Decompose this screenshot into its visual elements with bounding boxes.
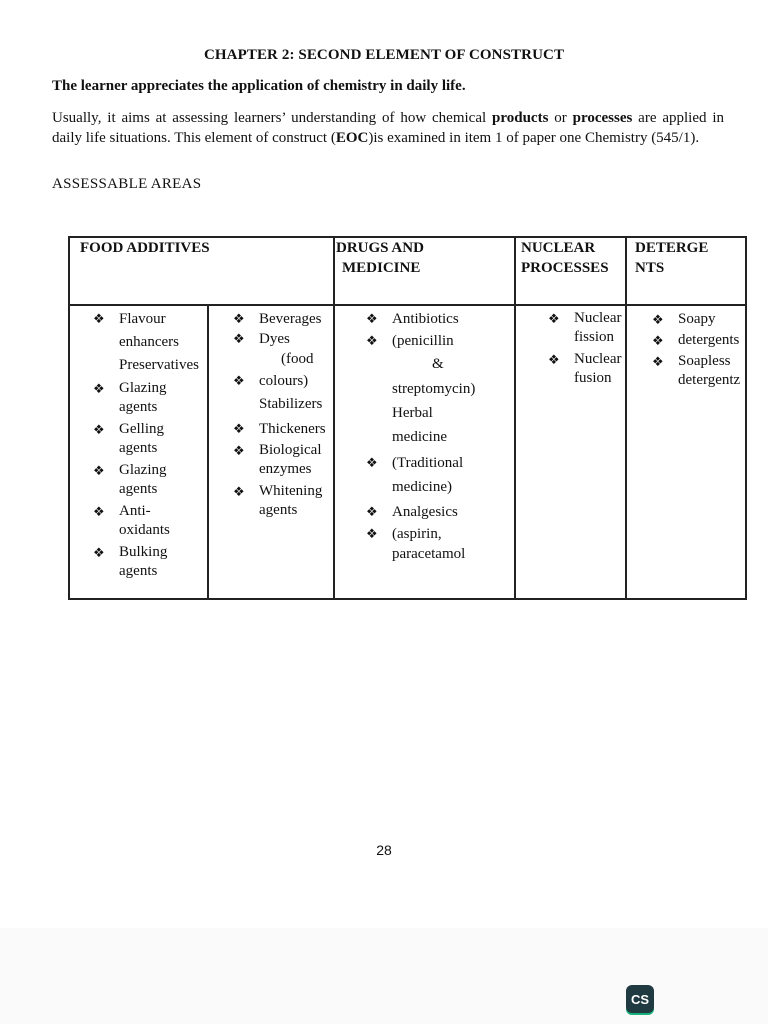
item-text: agents: [259, 502, 298, 518]
item-text: streptomycin): [392, 381, 476, 397]
header-text: NTS: [635, 260, 665, 276]
item-text: (food: [281, 351, 314, 367]
item-text: agents: [119, 481, 158, 497]
bullet-icon: ❖: [93, 381, 105, 396]
list-item: [366, 331, 514, 351]
assessable-areas-table: [68, 236, 747, 600]
list-item: [93, 502, 207, 521]
item-text: agents: [119, 440, 158, 456]
item-text: Dyes: [259, 331, 290, 347]
bullet-icon: ❖: [548, 352, 560, 367]
item-text: colours): [259, 373, 309, 389]
item-text: Anti-: [119, 503, 151, 519]
item-text: agents: [119, 563, 158, 579]
item-text: Nuclear: [574, 351, 622, 367]
item-text: &: [432, 356, 444, 372]
item-text: Thickeners: [259, 421, 326, 437]
item-text: Preservatives: [119, 357, 199, 373]
bullet-icon: ❖: [233, 443, 245, 458]
item-text: detergentz: [678, 372, 741, 388]
list-item: [652, 352, 747, 371]
para-text: are applied in daily life situations. This element of construct (: [52, 110, 724, 146]
header-divider: [68, 304, 747, 306]
item-text: Biological: [259, 442, 322, 458]
bullet-icon: ❖: [652, 333, 664, 348]
item-text: Herbal: [392, 405, 433, 421]
list-item: [233, 329, 333, 349]
para-text: or: [548, 110, 573, 126]
item-text: Whitening: [259, 483, 323, 499]
para-text: )is examined in item 1 of paper one Chemistry (545/1).: [368, 130, 700, 146]
list-item: [233, 441, 333, 460]
item-text: agents: [119, 399, 158, 415]
list-item: [366, 502, 514, 522]
bullet-icon: ❖: [366, 504, 378, 519]
list-item: [233, 419, 333, 439]
list-item: [233, 309, 333, 329]
list-item: [93, 309, 207, 329]
bullet-icon: ❖: [233, 311, 245, 326]
table-border-right: [745, 236, 747, 600]
bullet-icon: ❖: [233, 331, 245, 346]
header-text: DRUGS AND: [336, 240, 424, 256]
bullet-icon: ❖: [233, 421, 245, 436]
page-number: 28: [376, 842, 392, 858]
list-item: [652, 310, 747, 329]
bullet-icon: ❖: [652, 312, 664, 327]
item-text: paracetamol: [392, 546, 466, 562]
item-text: Bulking: [119, 544, 168, 560]
detergents-list: [652, 310, 747, 390]
list-item: [366, 309, 514, 329]
list-item: [93, 461, 207, 480]
item-text: fusion: [574, 370, 612, 386]
bullet-icon: ❖: [548, 311, 560, 326]
col-divider-detergents: [625, 236, 627, 600]
header-detergents: [635, 238, 708, 278]
drugs-medicine-list: [366, 309, 514, 564]
item-text: fission: [574, 329, 615, 345]
item-text: Beverages: [259, 311, 322, 327]
bullet-icon: ❖: [366, 311, 378, 326]
item-text: (Traditional: [392, 455, 464, 471]
nuclear-processes-list: [548, 309, 626, 388]
table-border-bottom: [68, 598, 747, 600]
item-text: Analgesics: [392, 504, 458, 520]
item-text: Glazing: [119, 380, 167, 396]
para-bold: EOC: [335, 130, 369, 146]
header-nuclear-processes: [521, 238, 609, 278]
item-text: medicine: [392, 429, 447, 445]
bullet-icon: ❖: [233, 484, 245, 499]
bullet-icon: ❖: [233, 373, 245, 388]
list-item: [93, 379, 207, 398]
para-text: Usually, it aims at assessing learners’ understanding of how chemical: [52, 110, 493, 126]
table-border-left: [68, 236, 70, 600]
col-divider-drugs: [333, 236, 335, 600]
intro-paragraph: [52, 108, 724, 148]
list-item: [548, 309, 626, 328]
item-text: Nuclear: [574, 310, 622, 326]
bullet-icon: ❖: [93, 504, 105, 519]
item-text: enzymes: [259, 461, 312, 477]
list-item: [652, 331, 747, 350]
item-text: Gelling: [119, 421, 164, 437]
col-divider-food-inner: [207, 304, 209, 600]
food-additives-list-2: [233, 309, 333, 520]
list-item: [233, 482, 333, 501]
bullet-icon: ❖: [366, 455, 378, 470]
item-text: detergents: [678, 332, 740, 348]
bullet-icon: ❖: [93, 311, 105, 326]
list-item: [366, 524, 514, 544]
camscanner-logo: CS: [626, 985, 654, 1013]
bullet-icon: ❖: [93, 422, 105, 437]
bullet-icon: ❖: [366, 333, 378, 348]
item-text: Glazing: [119, 462, 167, 478]
para-bold: products: [492, 110, 549, 126]
list-item: [366, 453, 514, 473]
item-text: Antibiotics: [392, 311, 459, 327]
list-item: [93, 420, 207, 439]
header-drugs-medicine: [336, 238, 424, 278]
bullet-icon: ❖: [93, 545, 105, 560]
food-additives-list-1: [93, 309, 207, 581]
list-item: [548, 350, 626, 369]
bullet-icon: ❖: [93, 463, 105, 478]
header-text: MEDICINE: [342, 260, 421, 276]
chapter-title: CHAPTER 2: SECOND ELEMENT OF CONSTRUCT: [203, 47, 565, 63]
col-divider-nuclear: [514, 236, 516, 600]
item-text: oxidants: [119, 522, 170, 538]
bullet-icon: ❖: [366, 526, 378, 541]
item-text: Stabilizers: [259, 396, 323, 412]
header-text: DETERGE: [635, 240, 709, 256]
learning-objective: The learner appreciates the application of chemistry in daily life.: [52, 78, 466, 94]
item-text: Soapy: [678, 311, 716, 327]
bullet-icon: ❖: [652, 354, 664, 369]
item-text: Soapless: [678, 353, 731, 369]
item-text: enhancers: [119, 334, 179, 350]
item-text: (aspirin,: [392, 526, 442, 542]
header-text: NUCLEAR: [521, 240, 596, 256]
list-item: [233, 371, 333, 391]
header-text: PROCESSES: [521, 260, 609, 276]
item-text: medicine): [392, 479, 452, 495]
list-item: [93, 543, 207, 562]
item-text: (penicillin: [392, 333, 454, 349]
item-text: Flavour: [119, 311, 166, 327]
para-bold: processes: [572, 110, 633, 126]
header-food-additives: FOOD ADDITIVES: [80, 240, 210, 256]
section-heading: ASSESSABLE AREAS: [52, 176, 202, 192]
